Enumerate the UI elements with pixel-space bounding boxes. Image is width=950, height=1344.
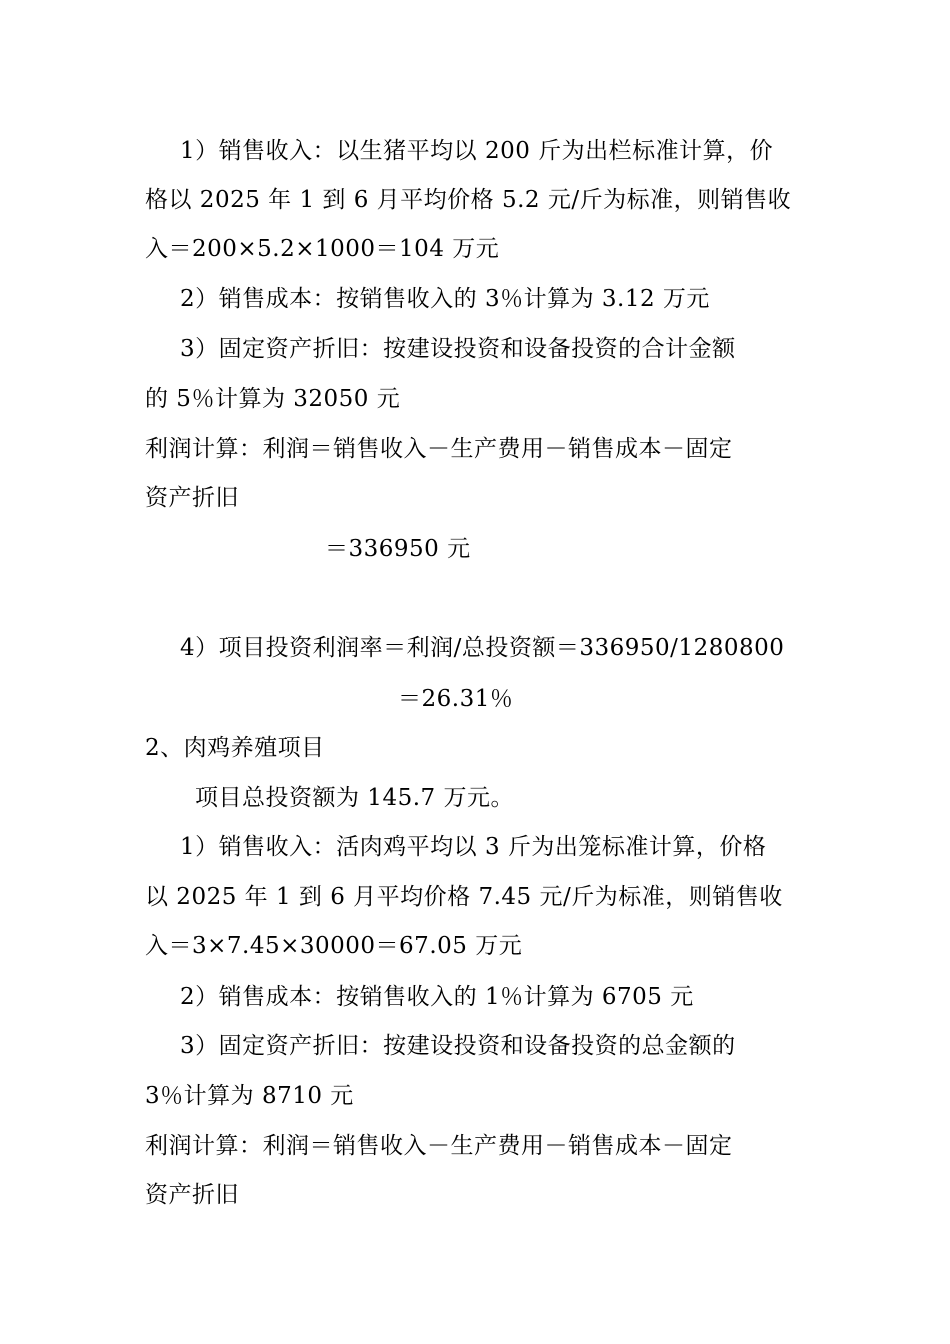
pig-profit-result: ＝336950 元 (325, 536, 471, 562)
pig-profit-formula-line-1: 利润计算：利润＝销售收入－生产费用－销售成本－固定 (145, 436, 733, 462)
broiler-sales-revenue-line-3: 入＝3×7.45×30000＝67.05 万元 (145, 933, 523, 959)
pig-sales-revenue-line-1: 1）销售收入：以生猪平均以 200 斤为出栏标准计算，价 (180, 138, 774, 164)
pig-depreciation-line-2: 的 5％计算为 32050 元 (145, 386, 401, 412)
broiler-depreciation-line-1: 3）固定资产折旧：按建设投资和设备投资的总金额的 (180, 1033, 736, 1059)
broiler-profit-formula-line-1: 利润计算：利润＝销售收入－生产费用－销售成本－固定 (145, 1133, 733, 1159)
section-heading-broiler-project: 2、肉鸡养殖项目 (145, 735, 325, 761)
pig-profit-formula-line-2: 资产折旧 (145, 485, 239, 511)
broiler-depreciation-line-2: 3％计算为 8710 元 (145, 1083, 354, 1109)
broiler-total-investment-line: 项目总投资额为 145.7 万元。 (195, 785, 514, 811)
broiler-sales-cost-line: 2）销售成本：按销售收入的 1％计算为 6705 元 (180, 984, 694, 1010)
pig-profit-rate-line: 4）项目投资利润率＝利润/总投资额＝336950/1280800 (180, 635, 785, 661)
broiler-profit-formula-line-2: 资产折旧 (145, 1182, 239, 1208)
pig-sales-revenue-line-2: 格以 2025 年 1 到 6 月平均价格 5.2 元/斤为标准，则销售收 (145, 187, 792, 213)
broiler-sales-revenue-line-1: 1）销售收入：活肉鸡平均以 3 斤为出笼标准计算，价格 (180, 834, 767, 860)
pig-sales-cost-line: 2）销售成本：按销售收入的 3％计算为 3.12 万元 (180, 286, 710, 312)
pig-profit-rate-result: ＝26.31％ (398, 686, 514, 712)
pig-sales-revenue-line-3: 入＝200×5.2×1000＝104 万元 (145, 236, 500, 262)
broiler-sales-revenue-line-2: 以 2025 年 1 到 6 月平均价格 7.45 元/斤为标准，则销售收 (145, 884, 783, 910)
pig-depreciation-line-1: 3）固定资产折旧：按建设投资和设备投资的合计金额 (180, 336, 736, 362)
